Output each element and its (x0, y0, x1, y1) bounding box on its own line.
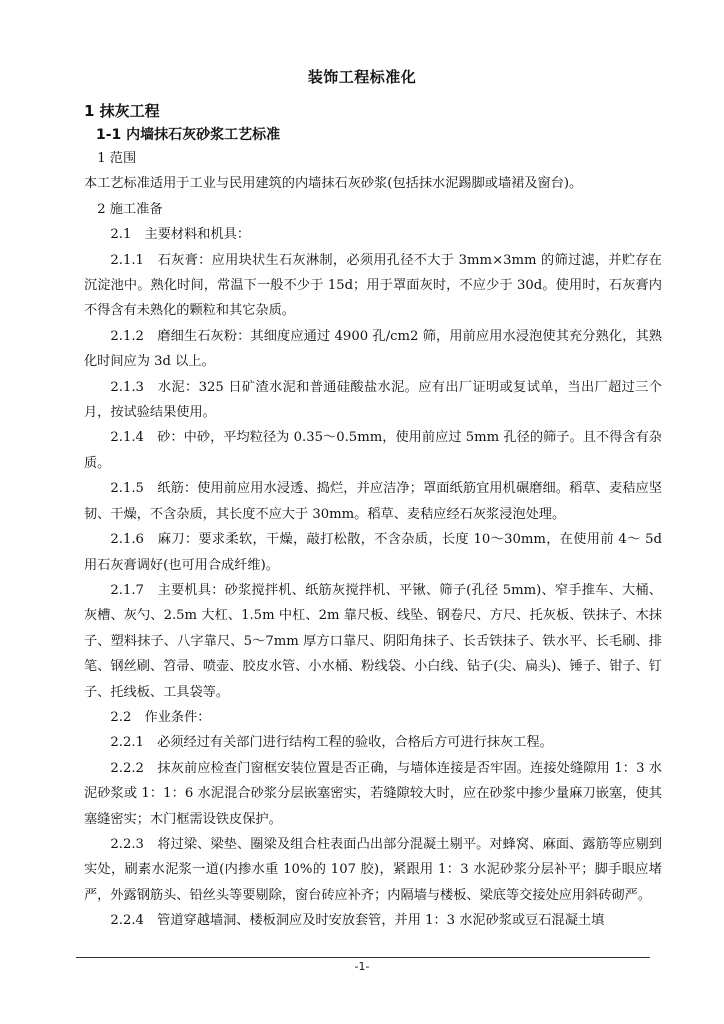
paragraph: 2.2.2 抹灰前应检查门窗框安装位置是否正确，与墙体连接是否牢固。连接处缝隙用 1：3 水泥砂浆或 1：1：6 水泥混合砂浆分层嵌塞密实，若缝隙较大时，应在砂浆中掺少量麻刀嵌塞，使其塞缝密实；木门框需设铁皮保护。 (84, 760, 662, 827)
section-heading: 1 抹灰工程 (84, 102, 160, 120)
paragraph: 2.1.4 砂：中砂，平均粒径为 0.35～0.5mm，使用前应过 5mm 孔径的筛子。且不得含有杂质。 (84, 430, 662, 471)
body-text (84, 146, 662, 934)
paragraph: 2.1.3 水泥：325 日矿渣水泥和普通硅酸盐水泥。应有出厂证明或复试单，当出厂超过三个月，按试验结果使用。 (84, 379, 662, 421)
paragraph: 2.1.5 纸筋：使用前应用水浸透、捣烂，并应洁净；罩面纸筋宜用机碾磨细。稻草、麦秸应坚韧、干燥，不含杂质，其长度不应大于 30mm。稻草、麦秸应经石灰浆浸泡处理。 (84, 481, 662, 522)
paragraph: 2.2.1 必须经过有关部门进行结构工程的验收，合格后方可进行抹灰工程。 (110, 735, 553, 751)
paragraph: 2.1.7 主要机具：砂浆搅拌机、纸筋灰搅拌机、平锹、筛子(孔径 5mm)、窄手推车、大桶、灰槽、灰勺、2.5m 大杠、1.5m 中杠、2m 靠尺板、线坠、钢卷尺、方尺、托灰板、铁抹子、木抹子、塑料抹子、八字靠尺、5～7mm 厚方口靠尺、阴阳角抹子、长舌铁抹子、铁水平、长毛刷、排笔、钢丝刷、笤帚、喷壶、胶皮水管、小水桶、粉线袋、小白线、钻子(尖、扁头)、锤子、钳子、钉子、托线板、工具袋等。 (84, 582, 662, 700)
paragraph: 本工艺标准适用于工业与民用建筑的内墙抹石灰砂浆(包括抹水泥踢脚或墙裙及窗台)。 (84, 176, 583, 192)
document-title: 装饰工程标准化 (307, 68, 417, 86)
subsection-heading: 1-1 内墙抹石灰砂浆工艺标准 (96, 127, 281, 143)
paragraph: 2.1.6 麻刀：要求柔软，干燥，敲打松散，不含杂质，长度 10～30mm，在使用前 4～ 5d 用石灰膏调好(也可用合成纤维)。 (84, 532, 662, 573)
paragraph: 2.1 主要材料和机具： (110, 227, 251, 243)
paragraph: 2.2 作业条件： (110, 709, 211, 725)
paragraph: 2.2.4 管道穿越墙洞、楼板洞应及时安放套管，并用 1：3 水泥砂浆或豆石混凝土填 (110, 913, 605, 929)
page-number: -1- (354, 960, 370, 973)
paragraph: 2.2.3 将过梁、梁垫、圈梁及组合柱表面凸出部分混凝土剔平。对蜂窝、麻面、露筋等应剔到实处，刷素水泥浆一道(内掺水重 10%的 107 胶)，紧跟用 1：3 水泥砂浆分层补平；脚手眼应堵严，外露钢筋头、铅丝头等要剔除，窗台砖应补齐；内隔墙与楼板、梁底等交接处应用斜砖砌严。 (84, 836, 662, 903)
paragraph: 2.1.2 磨细生石灰粉：其细度应通过 4900 孔/cm2 筛，用前应用水浸泡使其充分熟化，其熟化时间应为 3d 以上。 (84, 328, 662, 370)
footer-divider (76, 957, 650, 958)
paragraph: 2 施工准备 (97, 201, 163, 217)
paragraph: 1 范围 (97, 151, 137, 166)
paragraph: 2.1.1 石灰膏：应用块状生石灰淋制，必须用孔径不大于 3mm×3mm 的筛过滤，并贮存在沉淀池中。熟化时间，常温下一般不少于 15d；用于罩面灰时，不应少于 30d。使用时，石灰膏内不得含有未熟化的颗粒和其它杂质。 (84, 252, 662, 319)
